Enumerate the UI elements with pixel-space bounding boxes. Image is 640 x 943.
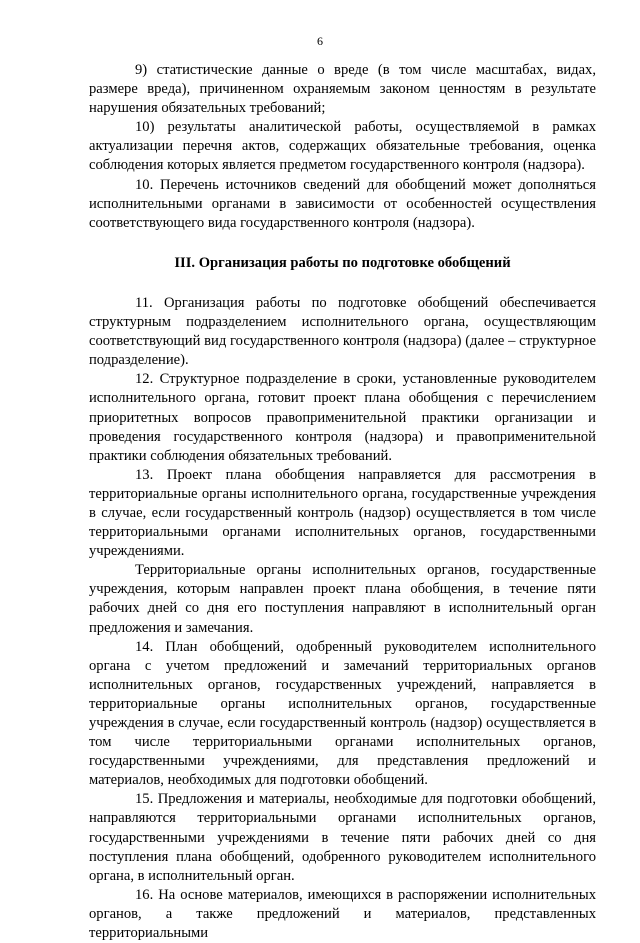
document-body [89,61,596,943]
paragraph-clause-16: 16. На основе материалов, имеющихся в распоряжении исполнительных органов, а также предложений и материалов, представленных территориальными [89,886,596,942]
paragraph-item-9: 9) статистические данные о вреде (в том числе масштабах, видах, размере вреда), причиненном охраняемым законом ценностям в результате нарушения обязательных требований; [89,62,596,117]
section-heading: III. Организация работы по подготовке обобщений [174,254,511,271]
paragraph-clause-15: 15. Предложения и материалы, необходимые для подготовки обобщений, направляются территориальными органами исполнительных органов, государственными учреждениями в течение пяти рабочих дней со дня поступления плана обобщений, одобренного руководителем исполнительного органа, в исполнительный орган. [89,791,596,884]
paragraph-clause-13-continued: Территориальные органы исполнительных органов, государственные учреждения, которым направлен проект плана обобщения, в течение пяти рабочих дней со дня его поступления направляют в исполнительный орган предложения и замечания. [89,562,596,636]
paragraph-clause-11: 11. Организация работы по подготовке обобщений обеспечивается структурным подразделением исполнительного органа, осуществляющим соответствующий вид государственного контроля (надзора) (далее – структурное подразделение). [89,294,596,369]
paragraph-clause-10: 10. Перечень источников сведений для обобщений может дополняться исполнительными органами в зависимости от особенностей осуществления соответствующего вида государственного контроля (надзора). [89,176,596,231]
paragraph-item-10: 10) результаты аналитической работы, осуществляемой в рамках актуализации перечня актов, содержащих обязательные требования, оценка соблюдения которых является предметом государственного контроля (надзора). [89,119,596,174]
paragraph-clause-12: 12. Структурное подразделение в сроки, установленные руководителем исполнительного органа, готовит проект плана обобщения с перечислением приоритетных вопросов правоприменительной практики организации и проведения государственного контроля (надзора) и правоприменительной практики соблюдения обязательных требований. [89,371,596,464]
paragraph-clause-13: 13. Проект плана обобщения направляется для рассмотрения в территориальные органы исполнительного органа, государственные учреждения в случае, если государственный контроль (надзор) осуществляется в том числе территориальными органами исполнительных органов, государственными учреждениями. [89,466,596,560]
page-number: 6 [317,34,323,48]
paragraph-clause-14: 14. План обобщений, одобренный руководителем исполнительного органа с учетом предложений и замечаний территориальных органов исполнительных органов, государственных учреждений, направляется в территориальные органы исполнительных органов, государственные учреждения в случае, если государственный контроль (надзор) осуществляется в том числе территориальными органами исполнительных органов, государственными учреждениями, для представления предложений и материалов, необходимых для подготовки обобщений. [89,638,596,789]
